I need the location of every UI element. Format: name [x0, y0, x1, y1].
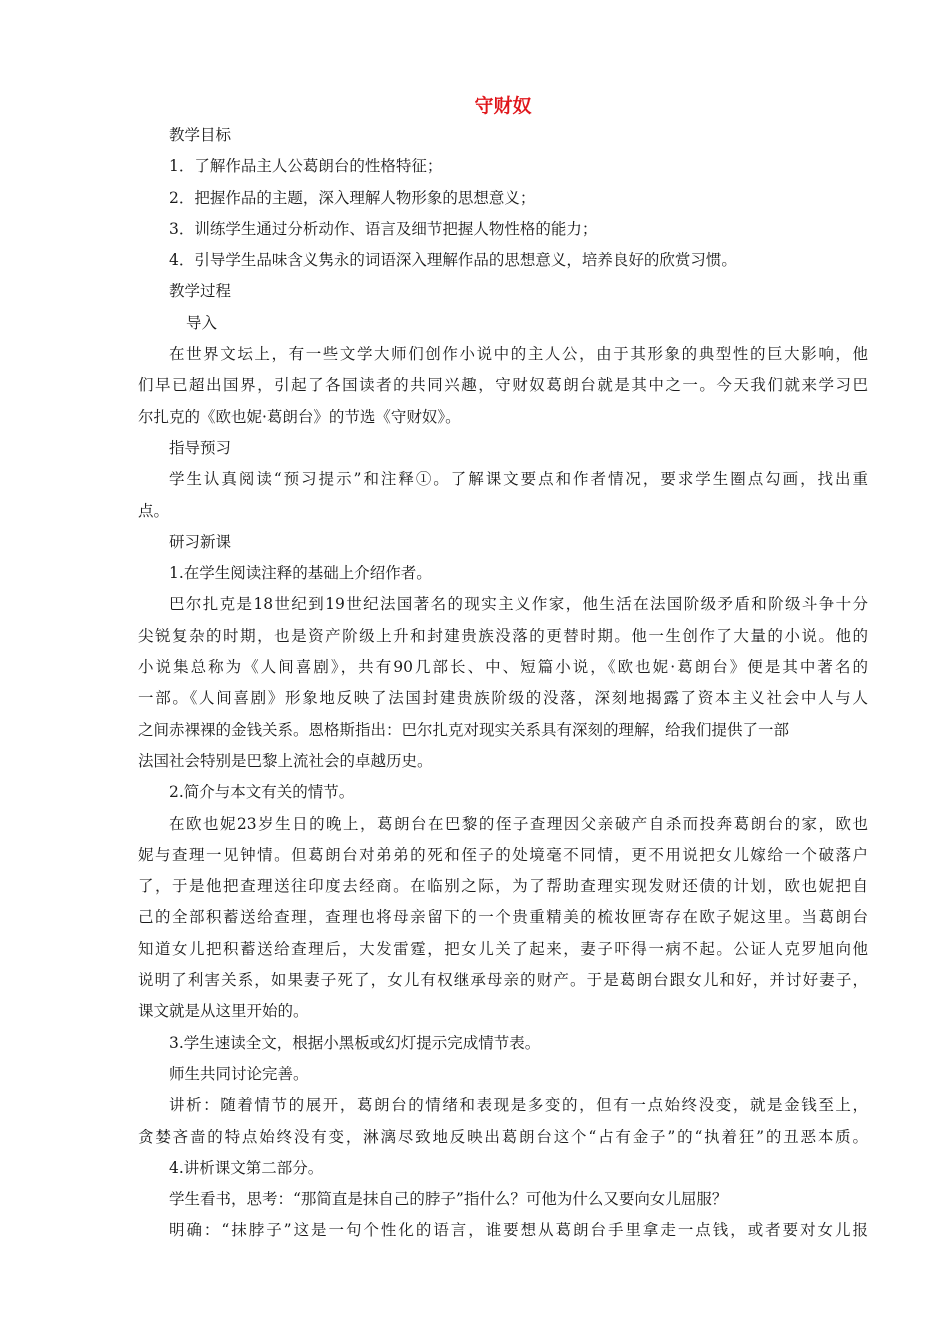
document-page — [138, 92, 868, 1247]
text-line: 贪婪吝啬的特点始终没有变，淋漓尽致地反映出葛朗台这个“占有金子”的“执着狂”的丑恶本质。 — [138, 1127, 868, 1146]
text-line: 教学目标 — [169, 126, 232, 144]
text-line: 一部。《人间喜剧》形象地反映了法国封建贵族阶级的没落，深刻地揭露了资本主义社会中人与人 — [138, 689, 868, 708]
text-line: 研习新课 — [169, 532, 232, 551]
text-line: 1.在学生阅读注释的基础上介绍作者。 — [169, 564, 432, 583]
text-line: 己的全部积蓄送给查理，查理也将母亲留下的一个贵重精美的梳妆匣寄存在欧子妮这里。当葛朗台 — [138, 908, 868, 927]
text-line: 知道女儿把积蓄送给查理后，大发雷霆，把女儿关了起来，妻子吓得一病不起。公证人克罗旭向他 — [138, 939, 868, 958]
text-line: 小说集总称为《人间喜剧》，共有90几部长、中、短篇小说，《欧也妮·葛朗台》便是其中著名的 — [138, 658, 868, 677]
text-line: 讲析：随着情节的展开，葛朗台的情绪和表现是多变的，但有一点始终没变，就是金钱至上， — [169, 1096, 868, 1115]
text-line: 了，于是他把查理送往印度去经商。在临别之际，为了帮助查理实现发财还债的计划，欧也妮把自 — [138, 877, 868, 896]
text-line: 们早已超出国界，引起了各国读者的共同兴趣，守财奴葛朗台就是其中之一。今天我们就来学习巴 — [138, 376, 868, 395]
text-line: 师生共同讨论完善。 — [169, 1064, 309, 1083]
text-line: 学生认真阅读“预习提示”和注释①。了解课文要点和作者情况，要求学生圈点勾画，找出重 — [169, 470, 868, 489]
document-title: 守财奴 — [474, 95, 532, 117]
text-line: 4．引导学生品味含义隽永的词语深入理解作品的思想意义，培养良好的欣赏习惯。 — [169, 251, 737, 270]
text-line: 学生看书，思考：“那简直是抹自己的脖子”指什么？可他为什么又要向女儿屈服？ — [169, 1190, 728, 1209]
text-line: 指导预习 — [169, 438, 232, 457]
text-line: 尔扎克的《欧也妮·葛朗台》的节选《守财奴》。 — [138, 407, 461, 426]
text-line: 课文就是从这里开始的。 — [138, 1002, 309, 1021]
text-line: 2.简介与本文有关的情节。 — [169, 783, 355, 802]
text-line: 导入 — [186, 313, 218, 332]
text-line: 在欧也妮23岁生日的晚上，葛朗台在巴黎的侄子查理因父亲破产自杀而投奔葛朗台的家，欧也 — [169, 814, 868, 833]
text-line: 3．训练学生通过分析动作、语言及细节把握人物性格的能力； — [169, 219, 598, 238]
text-line: 3.学生速读全文，根据小黑板或幻灯提示完成情节表。 — [169, 1033, 541, 1052]
text-line: 4.讲析课文第二部分。 — [169, 1158, 324, 1177]
text-line: 说明了利害关系，如果妻子死了，女儿有权继承母亲的财产。于是葛朗台跟女儿和好，并讨好妻子， — [138, 971, 868, 990]
text-line: 1．了解作品主人公葛朗台的性格特征； — [169, 157, 443, 176]
document-body — [138, 120, 868, 1247]
text-line: 尖锐复杂的时期，也是资产阶级上升和封建贵族没落的更替时期。他一生创作了大量的小说。他的 — [138, 626, 868, 645]
text-line: 妮与查理一见钟情。但葛朗台对弟弟的死和侄子的处境毫不同情，更不用说把女儿嫁给一个破落户 — [138, 845, 868, 864]
text-line: 教学过程 — [169, 282, 232, 301]
text-line: 之间赤裸裸的金钱关系。恩格斯指出：巴尔扎克对现实关系具有深刻的理解，给我们提供了一部 — [138, 720, 790, 739]
text-line: 明确：“抹脖子”这是一句个性化的语言，谁要想从葛朗台手里拿走一点钱，或者要对女儿报 — [169, 1221, 868, 1240]
text-line: 点。 — [138, 501, 170, 520]
text-line: 法国社会特别是巴黎上流社会的卓越历史。 — [138, 751, 433, 770]
text-line: 在世界文坛上，有一些文学大师们创作小说中的主人公，由于其形象的典型性的巨大影响，他 — [169, 345, 868, 364]
text-line: 2．把握作品的主题，深入理解人物形象的思想意义； — [169, 188, 536, 207]
text-line: 巴尔扎克是18世纪到19世纪法国著名的现实主义作家，他生活在法国阶级矛盾和阶级斗争十分 — [169, 595, 868, 614]
